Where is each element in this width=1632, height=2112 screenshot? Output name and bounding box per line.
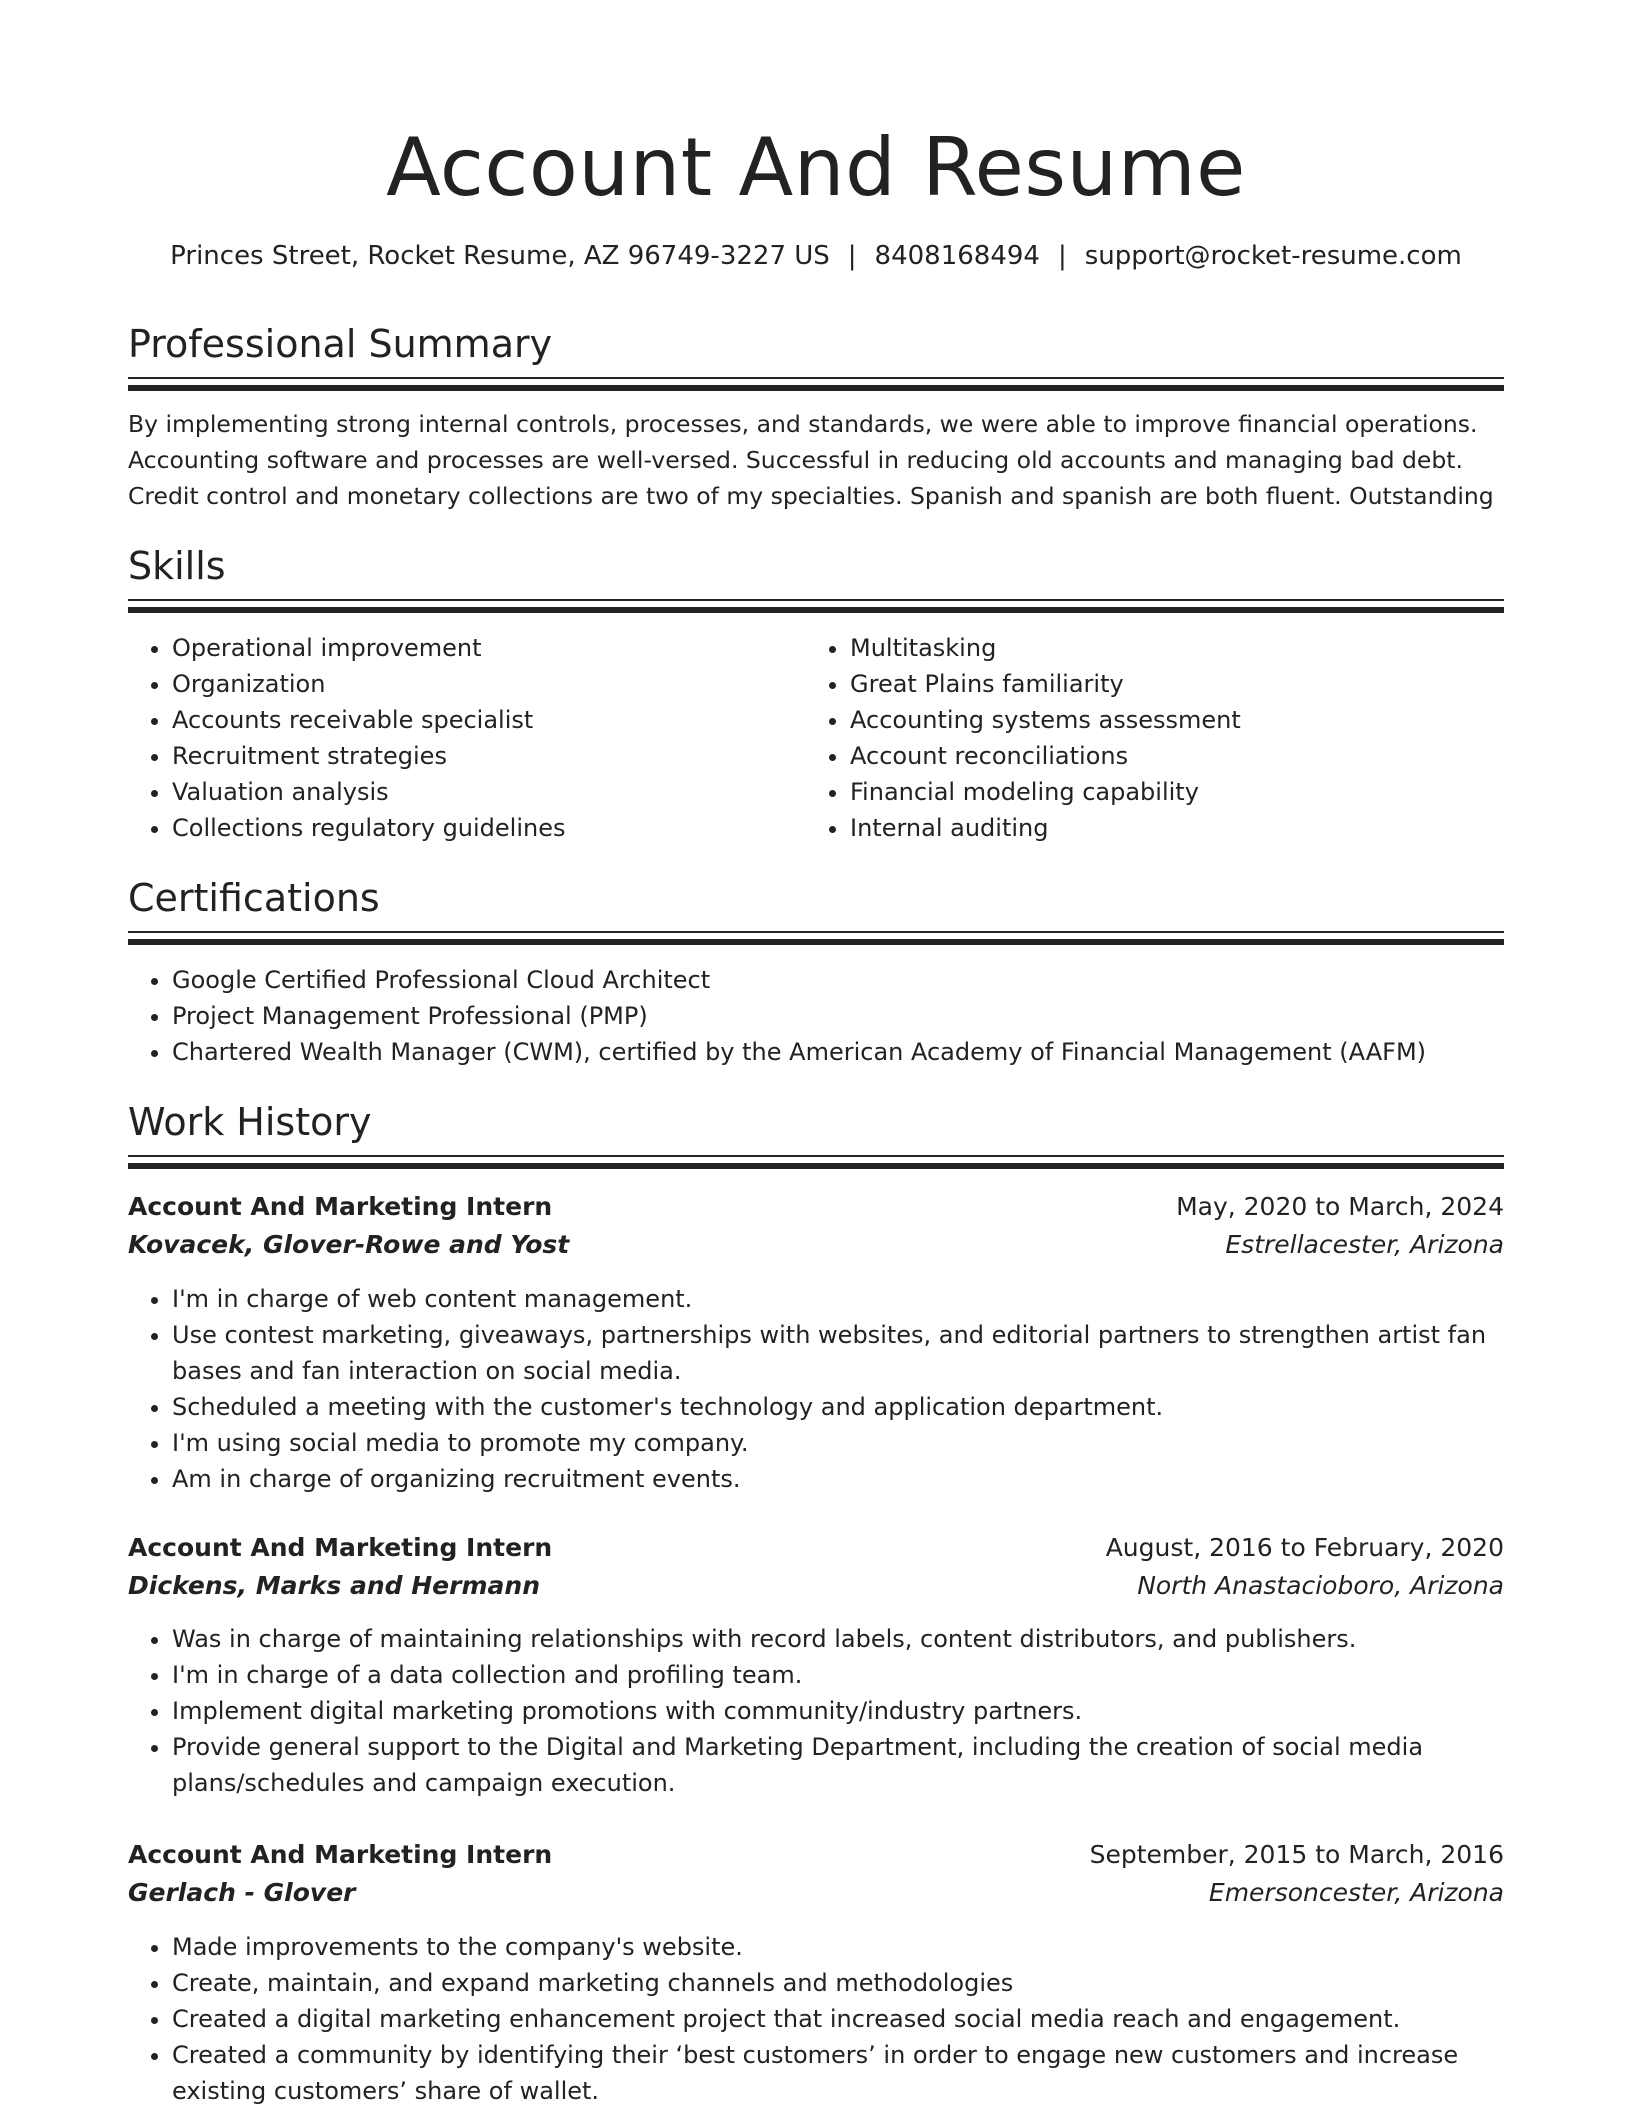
job-company: Dickens, Marks and Hermann xyxy=(128,1570,540,1600)
skill-item: • Collections regulatory guidelines xyxy=(172,810,806,846)
summary-line: By implementing strong internal controls, processes, and standards, we were able to improve financial operations. xyxy=(128,410,1478,438)
contact-separator: | xyxy=(847,241,857,271)
job-company-row xyxy=(128,1225,1504,1263)
skill-item: • Accounts receivable specialist xyxy=(172,702,806,738)
job-company-row xyxy=(128,1873,1504,1911)
job-dates: September, 2015 to March, 2016 xyxy=(1089,1839,1504,1869)
job-location: Emersoncester, Arizona xyxy=(1208,1877,1504,1907)
skill-item: • Internal auditing xyxy=(850,810,1504,846)
job-header-row xyxy=(128,1187,1504,1225)
job-bullet: • Use contest marketing, giveaways, partnerships with websites, and editorial partners to strengthen artist fan bases and fan interaction on social media. xyxy=(172,1317,1504,1389)
contact-address: Princes Street, Rocket Resume, AZ 96749-3227 US xyxy=(170,241,830,271)
skills-heading: Skills xyxy=(128,544,226,588)
job-header-row xyxy=(128,1835,1504,1873)
job-dates: August, 2016 to February, 2020 xyxy=(1105,1532,1504,1562)
certification-item: • Chartered Wealth Manager (CWM), certified by the American Academy of Financial Management (AAFM) xyxy=(172,1034,1504,1070)
contact-separator: | xyxy=(1057,241,1067,271)
skills-list-right xyxy=(806,630,1504,846)
certification-item: • Project Management Professional (PMP) xyxy=(172,998,1504,1034)
summary-line: Accounting software and processes are well-versed. Successful in reducing old accounts and managing bad debt. xyxy=(128,446,1463,474)
contact-email: support@rocket-resume.com xyxy=(1084,241,1462,271)
job-location: North Anastacioboro, Arizona xyxy=(1137,1570,1504,1600)
skill-item: • Operational improvement xyxy=(172,630,806,666)
job-company: Gerlach - Glover xyxy=(128,1877,356,1907)
job-header-row xyxy=(128,1528,1504,1566)
summary-rule xyxy=(128,377,1504,391)
contact-line xyxy=(128,238,1504,274)
certifications-list xyxy=(128,962,1504,1070)
skill-item: • Multitasking xyxy=(850,630,1504,666)
skill-item: • Financial modeling capability xyxy=(850,774,1504,810)
job-bullet: • Provide general support to the Digital and Marketing Department, including the creation of social media plans/schedules and campaign execution. xyxy=(172,1729,1504,1801)
summary-heading: Professional Summary xyxy=(128,322,553,366)
job-bullet: • Created a digital marketing enhancement project that increased social media reach and engagement. xyxy=(172,2001,1504,2037)
job-company: Kovacek, Glover-Rowe and Yost xyxy=(128,1229,570,1259)
job-company-row xyxy=(128,1566,1504,1604)
skill-item: • Great Plains familiarity xyxy=(850,666,1504,702)
job-bullet: • Created a community by identifying their ‘best customers’ in order to engage new customers and increase existing customers’ share of wallet. xyxy=(172,2037,1504,2109)
summary-text xyxy=(128,406,1504,514)
job-bullet: • Implement digital marketing promotions with community/industry partners. xyxy=(172,1693,1504,1729)
skills-rule xyxy=(128,599,1504,613)
job-dates: May, 2020 to March, 2024 xyxy=(1176,1191,1504,1221)
skill-item: • Recruitment strategies xyxy=(172,738,806,774)
job-bullet: • I'm using social media to promote my company. xyxy=(172,1425,1504,1461)
certifications-heading: Certifications xyxy=(128,876,380,920)
work-history-rule xyxy=(128,1155,1504,1169)
job-bullet: • Was in charge of maintaining relationships with record labels, content distributors, and publishers. xyxy=(172,1621,1504,1657)
job-bullet: • Create, maintain, and expand marketing channels and methodologies xyxy=(172,1965,1504,2001)
contact-phone: 8408168494 xyxy=(874,241,1040,271)
skill-item: • Valuation analysis xyxy=(172,774,806,810)
certification-item: • Google Certified Professional Cloud Architect xyxy=(172,962,1504,998)
skill-item: • Accounting systems assessment xyxy=(850,702,1504,738)
skills-list-left xyxy=(128,630,806,846)
job-bullet: • Made improvements to the company's website. xyxy=(172,1929,1504,1965)
job-bullets xyxy=(128,1621,1504,1801)
job-bullet: • Am in charge of organizing recruitment events. xyxy=(172,1461,1504,1497)
job-bullets xyxy=(128,1281,1504,1497)
job-bullet: • Scheduled a meeting with the customer's technology and application department. xyxy=(172,1389,1504,1425)
job-title: Account And Marketing Intern xyxy=(128,1532,553,1562)
certifications-rule xyxy=(128,931,1504,945)
job-title: Account And Marketing Intern xyxy=(128,1839,553,1869)
job-bullet: • I'm in charge of a data collection and profiling team. xyxy=(172,1657,1504,1693)
resume-name: Account And Resume xyxy=(386,121,1246,214)
job-bullet: • I'm in charge of web content management. xyxy=(172,1281,1504,1317)
job-title: Account And Marketing Intern xyxy=(128,1191,553,1221)
skill-item: • Organization xyxy=(172,666,806,702)
work-history-heading: Work History xyxy=(128,1100,372,1144)
job-bullets xyxy=(128,1929,1504,2109)
job-location: Estrellacester, Arizona xyxy=(1225,1229,1504,1259)
summary-line: Credit control and monetary collections are two of my specialties. Spanish and spanish are both fluent. Outstanding xyxy=(128,482,1494,510)
skill-item: • Account reconciliations xyxy=(850,738,1504,774)
